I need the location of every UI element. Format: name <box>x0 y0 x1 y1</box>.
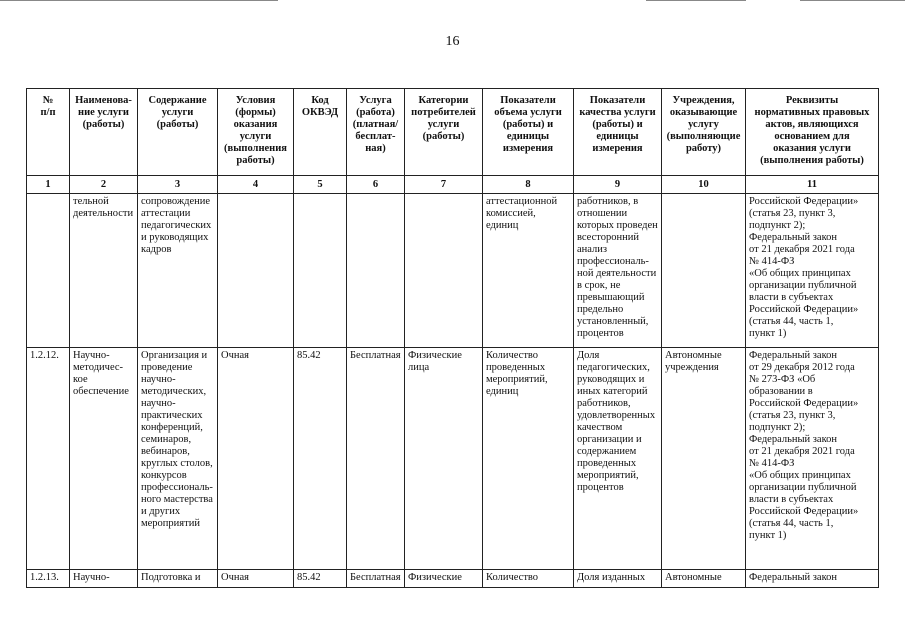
cell-service-content: Организация и проведение научно- методических, научно- практических конференций, семинаров, вебинаров, круглых столов, конкурсов профессиональ- ного мастерства и других мероприятий <box>138 348 218 570</box>
cell-number <box>27 194 70 348</box>
column-number: 10 <box>662 176 746 194</box>
column-number: 2 <box>70 176 138 194</box>
header-conditions: Условия (формы) оказания услуги (выполнения работы) <box>218 89 294 176</box>
cell-volume-indicators: Количество проведенных мероприятий, единиц <box>483 348 574 570</box>
top-rule-middle <box>646 0 746 1</box>
cell-conditions: Очная <box>218 570 294 588</box>
cell-consumer-categories <box>405 194 483 348</box>
cell-volume-indicators: Количество <box>483 570 574 588</box>
cell-conditions: Очная <box>218 348 294 570</box>
cell-paid-free <box>347 194 405 348</box>
column-number: 6 <box>347 176 405 194</box>
header-quality-indicators: Показатели качества услуги (работы) и единицы измерения <box>574 89 662 176</box>
cell-service-content: Подготовка и <box>138 570 218 588</box>
cell-conditions <box>218 194 294 348</box>
cell-service-name: тельной деятельности <box>70 194 138 348</box>
cell-institutions <box>662 194 746 348</box>
header-paid-free: Услуга (работа) (платная/ бесплат- ная) <box>347 89 405 176</box>
cell-okved-code <box>294 194 347 348</box>
top-rule-left <box>0 0 278 1</box>
header-institutions: Учреждения, оказывающие услугу (выполняющие работу) <box>662 89 746 176</box>
column-numbers-row <box>27 176 879 194</box>
cell-paid-free: Бесплатная <box>347 570 405 588</box>
column-number: 5 <box>294 176 347 194</box>
cell-institutions: Автономные учреждения <box>662 348 746 570</box>
cell-paid-free: Бесплатная <box>347 348 405 570</box>
cell-consumer-categories: Физические <box>405 570 483 588</box>
cell-okved-code: 85.42 <box>294 570 347 588</box>
column-number: 3 <box>138 176 218 194</box>
cell-legal-acts: Федеральный закон <box>746 570 879 588</box>
table-row <box>27 348 879 570</box>
column-number: 7 <box>405 176 483 194</box>
services-table <box>26 88 879 588</box>
cell-quality-indicators: Доля изданных <box>574 570 662 588</box>
column-number: 1 <box>27 176 70 194</box>
page-number: 16 <box>445 34 460 49</box>
cell-service-name: Научно- методичес- кое обеспечение <box>70 348 138 570</box>
header-legal-acts: Реквизиты нормативных правовых актов, являющихся основанием для оказания услуги (выполнения работы) <box>746 89 879 176</box>
header-consumer-categories: Категории потребителей услуги (работы) <box>405 89 483 176</box>
header-volume-indicators: Показатели объема услуги (работы) и единицы измерения <box>483 89 574 176</box>
cell-volume-indicators: аттестационной комиссией, единиц <box>483 194 574 348</box>
top-rule-right <box>800 0 905 1</box>
column-number: 4 <box>218 176 294 194</box>
cell-quality-indicators: работников, в отношении которых проведен всесторонний анализ профессиональ- ной деятельности в срок, не превышающий предельно установленный, процентов <box>574 194 662 348</box>
header-number: № п/п <box>27 89 70 176</box>
header-service-content: Содержание услуги (работы) <box>138 89 218 176</box>
cell-service-name: Научно- <box>70 570 138 588</box>
header-okved-code: Код ОКВЭД <box>294 89 347 176</box>
table-row <box>27 570 879 588</box>
table-row <box>27 194 879 348</box>
cell-legal-acts: Российской Федерации» (статья 23, пункт 3, подпункт 2); Федеральный закон от 21 декабря 2021 года № 414-ФЗ «Об общих принципах организации публичной власти в субъектах Российской Федерации» (статья 44, часть 1, пункт 1) <box>746 194 879 348</box>
cell-service-content: сопровождение аттестации педагогических и руководящих кадров <box>138 194 218 348</box>
cell-quality-indicators: Доля педагогических, руководящих и иных категорий работников, удовлетворенных качеством организации и содержанием проведенных мероприятий, процентов <box>574 348 662 570</box>
cell-number: 1.2.12. <box>27 348 70 570</box>
column-number: 8 <box>483 176 574 194</box>
cell-institutions: Автономные <box>662 570 746 588</box>
cell-number: 1.2.13. <box>27 570 70 588</box>
cell-legal-acts: Федеральный закон от 29 декабря 2012 года № 273-ФЗ «Об образовании в Российской Федерации» (статья 23, пункт 3, подпункт 2); Федеральный закон от 21 декабря 2021 года № 414-ФЗ «Об общих принципах организации публичной власти в субъектах Российской Федерации» (статья 44, часть 1, пункт 1) <box>746 348 879 570</box>
header-row <box>27 89 879 176</box>
column-number: 9 <box>574 176 662 194</box>
header-service-name: Наименова- ние услуги (работы) <box>70 89 138 176</box>
cell-consumer-categories: Физические лица <box>405 348 483 570</box>
column-number: 11 <box>746 176 879 194</box>
cell-okved-code: 85.42 <box>294 348 347 570</box>
